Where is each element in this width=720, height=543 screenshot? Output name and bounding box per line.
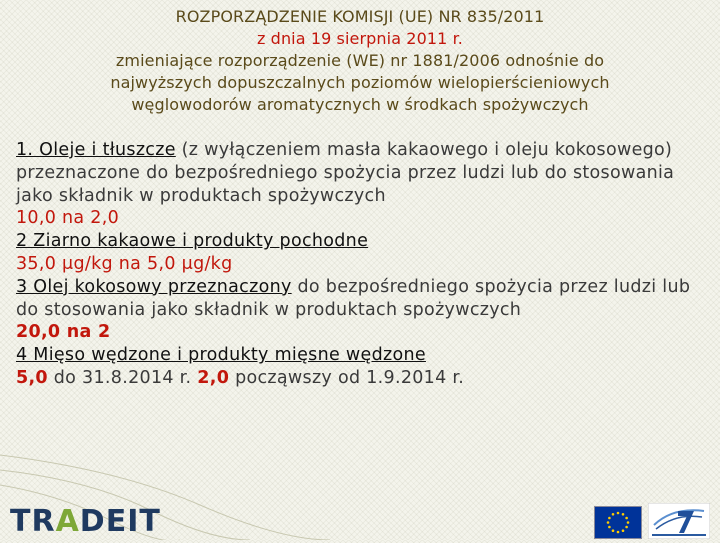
document-title	[0, 6, 720, 116]
title-date: z dnia 19 sierpnia 2011 r.	[257, 29, 463, 48]
regulation-content	[16, 139, 706, 390]
item-2-value: 35,0 μg/kg na 5,0 μg/kg	[16, 253, 233, 274]
tradeit-logo	[10, 505, 161, 539]
item-3-description: do bezpośredniego spożycia przez ludzi lub do stosowania jako składnik w produktach spożywczych	[16, 276, 691, 320]
item-3-heading: 3 Olej kokosowy przeznaczony	[16, 276, 292, 297]
logo-text-tr: TR	[10, 504, 56, 539]
item-1-text	[16, 139, 706, 207]
item-1-description: (z wyłączeniem masła kakaowego i oleju kokosowego) przeznaczone do bezpośredniego spożycia przez ludzi lub do stosowania jako składnik w produktach spożywczych	[16, 140, 675, 206]
item-4-period-b: począwszy od 1.9.2014 r.	[229, 367, 465, 388]
item-4-period-a: do 31.8.2014 r.	[47, 367, 198, 388]
item-3-text	[16, 276, 706, 322]
title-regulation: ROZPORZĄDZENIE KOMISJI (UE) NR 835/2011	[175, 7, 545, 26]
title-subject-line2: najwyższych dopuszczalnych poziomów wielopierścieniowych	[110, 73, 610, 92]
fp7-logo-icon	[648, 503, 710, 539]
logo-text-a: A	[55, 504, 80, 539]
title-subject-line1: zmieniające rozporządzenie (WE) nr 1881/2006 odnośnie do	[115, 51, 605, 70]
logo-text-it: IT	[127, 504, 161, 539]
logo-text-de: DE	[79, 504, 128, 539]
item-1-value: 10,0 na 2,0	[16, 208, 120, 229]
title-subject-line3: węglowodorów aromatycznych w środkach spożywczych	[131, 95, 589, 114]
item-4-value-a: 5,0	[16, 367, 48, 388]
item-4-values	[16, 367, 706, 390]
item-4-heading: 4 Mięso wędzone i produkty mięsne wędzone	[16, 345, 426, 366]
item-1-heading: 1. Oleje i tłuszcze	[16, 140, 176, 160]
item-3-value: 20,0 na 2	[16, 322, 111, 343]
item-2-heading: 2 Ziarno kakaowe i produkty pochodne	[16, 231, 369, 252]
eu-flag-icon	[594, 506, 642, 539]
item-4-value-b: 2,0	[197, 367, 230, 388]
